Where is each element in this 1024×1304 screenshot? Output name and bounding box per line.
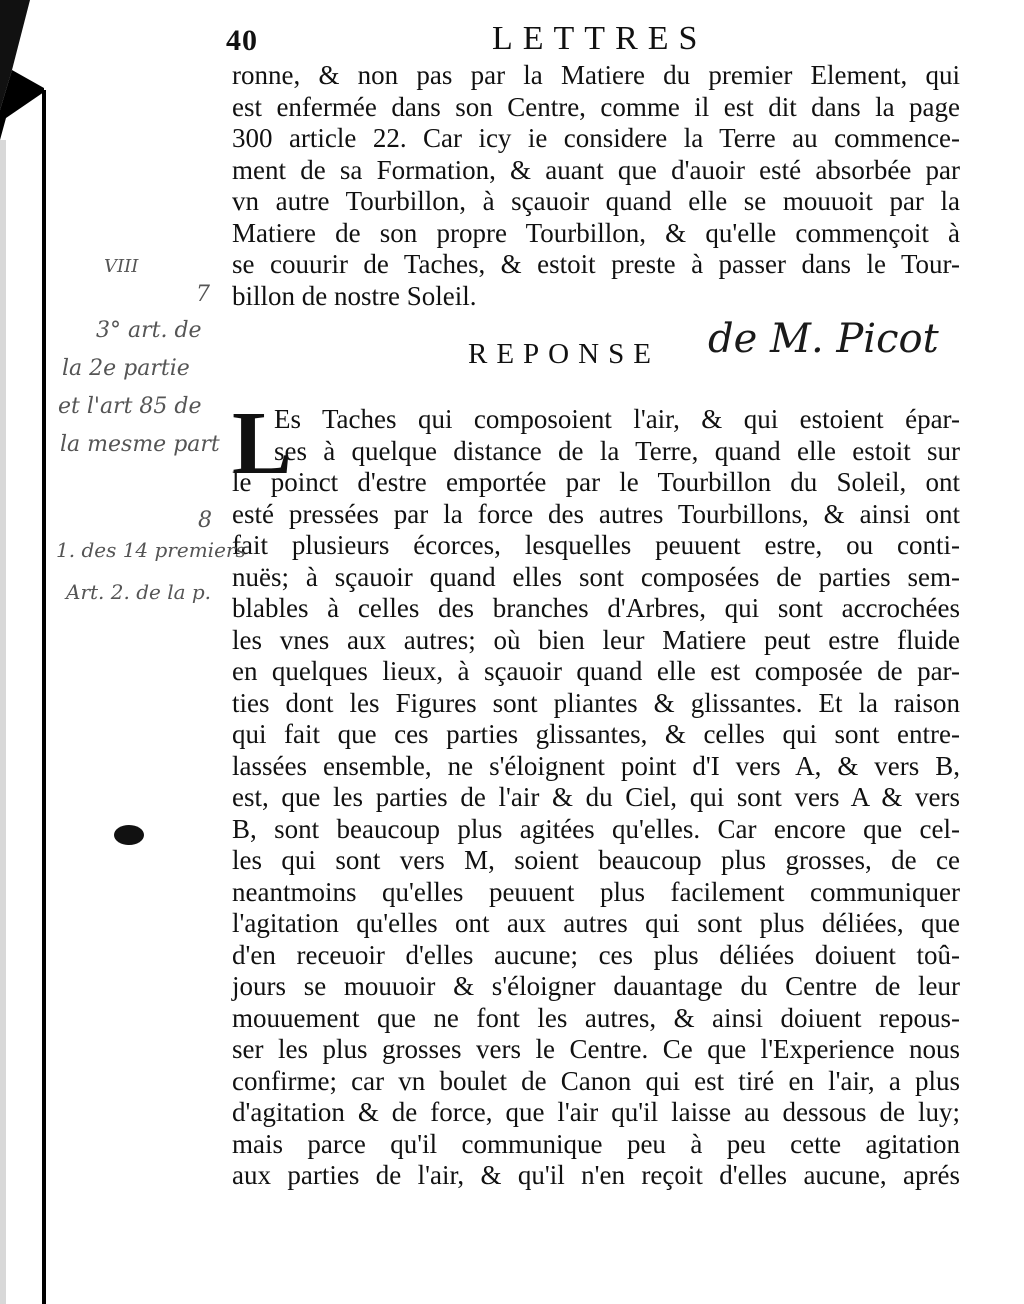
text-line: les vnes aux autres; où bien leur Matiere peut estre fluide	[232, 624, 960, 655]
text-line: fait plusieurs écorces, lesquelles peuuent estre, ou conti-	[232, 530, 960, 560]
text-line: vn autre Tourbillon, à sçauoir quand elle se mouuoit par la	[232, 186, 960, 216]
text-line: Es Taches qui composoient l'air, & qui estoient épar-	[274, 404, 960, 434]
text-line: d'en receuoir d'elles aucune; ces plus déliées doiuent toû-	[232, 939, 960, 970]
text-line: ties dont les Figures sont pliantes & glissantes. Et la raison	[232, 687, 960, 718]
text-line: se couurir de Taches, & estoit preste à passer dans le Tour-	[232, 249, 960, 279]
text-line: blables à celles des branches d'Arbres, qui sont accrochées	[232, 593, 960, 623]
margin-note: Art. 2. de la p.	[66, 580, 212, 604]
running-head: LETTRES	[492, 20, 708, 57]
text-line: en quelques lieux, à sçauoir quand elle est composée de par-	[232, 656, 960, 686]
handwritten-annotation: de M. Picot	[708, 316, 939, 362]
page-number: 40	[226, 24, 258, 57]
main-paragraph	[232, 394, 960, 1192]
text-line: ses à quelque distance de la Terre, quand elle estoit sur	[274, 435, 960, 466]
text-line: confirme; car vn boulet de Canon qui est tiré en l'air, a plus	[232, 1065, 960, 1096]
text-line: les qui sont vers M, soient beaucoup plus grosses, de ce	[232, 845, 960, 875]
text-line: billon de nostre Soleil.	[232, 280, 477, 311]
drop-cap: L	[232, 394, 293, 493]
ink-blot	[112, 822, 146, 848]
text-line: B, sont beaucoup plus agitées qu'elles. Car encore que cel-	[232, 813, 960, 844]
margin-note: la 2e partie	[62, 356, 190, 381]
text-line: mais parce qu'il communique peu à peu cette agitation	[232, 1128, 960, 1159]
text-line: Matiere de son propre Tourbillon, & qu'elle commençoit à	[232, 217, 960, 248]
text-line: ronne, & non pas par la Matiere du premier Element, qui	[232, 60, 960, 90]
text-line: 300 article 22. Car icy ie considere la Terre au commence-	[232, 123, 960, 153]
text-line: l'agitation qu'elles ont aux autres qui sont plus déliées, que	[232, 908, 960, 938]
margin-note: VIII	[104, 256, 139, 277]
text-line: aux parties de l'air, & qu'il n'en reçoit d'elles aucune, aprés	[232, 1160, 960, 1190]
section-heading: REPONSE	[468, 338, 660, 370]
margin-note: 8	[198, 508, 212, 533]
text-line: ser les plus grosses vers le Centre. Ce que l'Experience nous	[232, 1034, 960, 1064]
margin-note: la mesme part	[60, 432, 220, 457]
text-line: est, que les parties de l'air & du Ciel, qui sont vers A & vers	[232, 782, 960, 812]
text-line: lassées ensemble, ne s'éloignent point d'I vers A, & vers B,	[232, 750, 960, 781]
text-line: d'agitation & de force, que l'air qu'il laisse au dessous de luy;	[232, 1097, 960, 1127]
text-line: jours se mouuoir & s'éloigner dauantage du Centre de leur	[232, 971, 960, 1001]
text-line: nuës; à sçauoir quand elles sont composées de parties sem-	[232, 561, 960, 592]
page-binding-edge	[0, 0, 60, 1304]
text-line: qui fait que ces parties glissantes, & celles qui sont entre-	[232, 719, 960, 749]
continuation-paragraph	[232, 60, 960, 312]
margin-note: 1. des 14 premiers	[56, 538, 246, 562]
text-line: le poinct d'estre emportée par le Tourbillon du Soleil, ont	[232, 467, 960, 497]
text-line: ment de sa Formation, & auant que d'auoir esté absorbée par	[232, 154, 960, 185]
margin-note: 7	[196, 282, 210, 307]
text-line: esté pressées par la force des autres Tourbillons, & ainsi ont	[232, 498, 960, 529]
margin-note: 3° art. de	[96, 318, 202, 343]
margin-note: et l'art 85 de	[58, 394, 202, 419]
text-line: est enfermée dans son Centre, comme il est dit dans la page	[232, 91, 960, 122]
text-line: mouuement que ne font les autres, & ainsi doiuent repous-	[232, 1002, 960, 1033]
text-line: neantmoins qu'elles peuuent plus facilement communiquer	[232, 876, 960, 907]
